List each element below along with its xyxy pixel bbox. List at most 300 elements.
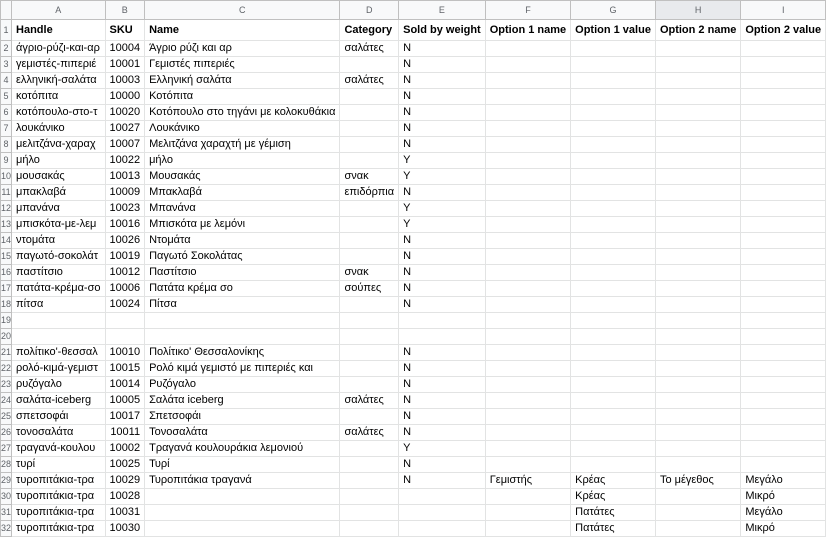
cell-i-31[interactable]: Μεγάλο [741,505,826,521]
cell-d-20[interactable] [340,329,399,345]
cell-g-14[interactable] [571,233,656,249]
cell-a-23[interactable]: ρυζόγαλο [12,377,105,393]
cell-c-12[interactable]: Μπανάνα [145,201,340,217]
row-number[interactable]: 8 [1,137,12,153]
cell-c-4[interactable]: Ελληνική σαλάτα [145,73,340,89]
cell-h-9[interactable] [655,153,740,169]
cell-i-10[interactable] [741,169,826,185]
cell-i-13[interactable] [741,217,826,233]
cell-c-15[interactable]: Παγωτό Σοκολάτας [145,249,340,265]
cell-g-5[interactable] [571,89,656,105]
row-number[interactable]: 12 [1,201,12,217]
cell-h-6[interactable] [655,105,740,121]
cell-a-25[interactable]: σπετσοφάι [12,409,105,425]
row-number[interactable]: 15 [1,249,12,265]
cell-h-22[interactable] [655,361,740,377]
cell-i-32[interactable]: Μικρό [741,521,826,537]
cell-f-10[interactable] [485,169,570,185]
cell-b-14[interactable]: 10026 [105,233,145,249]
cell-i-22[interactable] [741,361,826,377]
cell-f-25[interactable] [485,409,570,425]
cell-g-27[interactable] [571,441,656,457]
cell-d-27[interactable] [340,441,399,457]
cell-g-1[interactable]: Option 1 value [571,20,656,41]
cell-e-10[interactable]: Y [399,169,486,185]
cell-g-28[interactable] [571,457,656,473]
cell-f-24[interactable] [485,393,570,409]
cell-b-25[interactable]: 10017 [105,409,145,425]
cell-c-19[interactable] [145,313,340,329]
cell-b-12[interactable]: 10023 [105,201,145,217]
cell-d-21[interactable] [340,345,399,361]
cell-i-11[interactable] [741,185,826,201]
cell-i-15[interactable] [741,249,826,265]
cell-h-29[interactable]: Το μέγεθος [655,473,740,489]
row-number[interactable]: 28 [1,457,12,473]
cell-d-17[interactable]: σούπες [340,281,399,297]
cell-c-10[interactable]: Μουσακάς [145,169,340,185]
cell-e-19[interactable] [399,313,486,329]
cell-i-19[interactable] [741,313,826,329]
cell-e-29[interactable]: N [399,473,486,489]
cell-g-30[interactable]: Κρέας [571,489,656,505]
cell-h-30[interactable] [655,489,740,505]
cell-b-32[interactable]: 10030 [105,521,145,537]
cell-e-5[interactable]: N [399,89,486,105]
cell-f-9[interactable] [485,153,570,169]
cell-h-18[interactable] [655,297,740,313]
cell-e-28[interactable]: N [399,457,486,473]
column-header-c[interactable]: C [145,1,340,20]
row-number[interactable]: 23 [1,377,12,393]
cell-e-32[interactable] [399,521,486,537]
cell-g-7[interactable] [571,121,656,137]
cell-c-1[interactable]: Name [145,20,340,41]
cell-d-24[interactable]: σαλάτες [340,393,399,409]
cell-d-26[interactable]: σαλάτες [340,425,399,441]
cell-a-3[interactable]: γεμιστές-πιπεριέ [12,57,105,73]
row-number[interactable]: 30 [1,489,12,505]
cell-i-20[interactable] [741,329,826,345]
cell-d-29[interactable] [340,473,399,489]
cell-f-6[interactable] [485,105,570,121]
cell-g-24[interactable] [571,393,656,409]
cell-c-2[interactable]: Άγριο ρύζι και αρ [145,41,340,57]
cell-e-16[interactable]: N [399,265,486,281]
row-number[interactable]: 3 [1,57,12,73]
column-header-b[interactable]: B [105,1,145,20]
cell-b-19[interactable] [105,313,145,329]
cell-h-19[interactable] [655,313,740,329]
cell-d-14[interactable] [340,233,399,249]
cell-a-20[interactable] [12,329,105,345]
cell-f-30[interactable] [485,489,570,505]
cell-h-16[interactable] [655,265,740,281]
cell-e-14[interactable]: N [399,233,486,249]
cell-a-19[interactable] [12,313,105,329]
column-header-f[interactable]: F [485,1,570,20]
cell-g-11[interactable] [571,185,656,201]
cell-a-11[interactable]: μπακλαβά [12,185,105,201]
cell-f-7[interactable] [485,121,570,137]
cell-d-18[interactable] [340,297,399,313]
cell-d-22[interactable] [340,361,399,377]
cell-f-26[interactable] [485,425,570,441]
cell-h-23[interactable] [655,377,740,393]
cell-a-12[interactable]: μπανάνα [12,201,105,217]
column-header-a[interactable]: A [12,1,105,20]
cell-b-5[interactable]: 10000 [105,89,145,105]
cell-h-7[interactable] [655,121,740,137]
column-header-e[interactable]: E [399,1,486,20]
cell-g-6[interactable] [571,105,656,121]
cell-b-1[interactable]: SKU [105,20,145,41]
cell-e-15[interactable]: N [399,249,486,265]
cell-i-9[interactable] [741,153,826,169]
row-number[interactable]: 16 [1,265,12,281]
cell-e-12[interactable]: Y [399,201,486,217]
row-number[interactable]: 10 [1,169,12,185]
cell-g-25[interactable] [571,409,656,425]
cell-d-8[interactable] [340,137,399,153]
row-number[interactable]: 18 [1,297,12,313]
row-number[interactable]: 5 [1,89,12,105]
cell-f-16[interactable] [485,265,570,281]
column-header-i[interactable]: I [741,1,826,20]
cell-d-4[interactable]: σαλάτες [340,73,399,89]
row-number[interactable]: 25 [1,409,12,425]
cell-d-23[interactable] [340,377,399,393]
cell-a-14[interactable]: ντομάτα [12,233,105,249]
cell-h-27[interactable] [655,441,740,457]
cell-d-9[interactable] [340,153,399,169]
cell-d-16[interactable]: σνακ [340,265,399,281]
cell-h-26[interactable] [655,425,740,441]
cell-i-29[interactable]: Μεγάλο [741,473,826,489]
cell-f-28[interactable] [485,457,570,473]
cell-b-8[interactable]: 10007 [105,137,145,153]
cell-c-25[interactable]: Σπετσοφάι [145,409,340,425]
cell-i-27[interactable] [741,441,826,457]
cell-f-21[interactable] [485,345,570,361]
row-number[interactable]: 2 [1,41,12,57]
cell-e-20[interactable] [399,329,486,345]
row-number[interactable]: 22 [1,361,12,377]
row-number[interactable]: 6 [1,105,12,121]
cell-e-17[interactable]: N [399,281,486,297]
cell-e-6[interactable]: N [399,105,486,121]
cell-b-20[interactable] [105,329,145,345]
cell-h-5[interactable] [655,89,740,105]
cell-f-1[interactable]: Option 1 name [485,20,570,41]
cell-i-16[interactable] [741,265,826,281]
cell-i-18[interactable] [741,297,826,313]
cell-a-2[interactable]: άγριο-ρύζι-και-αρ [12,41,105,57]
row-number[interactable]: 32 [1,521,12,537]
cell-g-15[interactable] [571,249,656,265]
cell-g-32[interactable]: Πατάτες [571,521,656,537]
cell-b-23[interactable]: 10014 [105,377,145,393]
cell-i-25[interactable] [741,409,826,425]
cell-i-4[interactable] [741,73,826,89]
cell-g-2[interactable] [571,41,656,57]
cell-h-11[interactable] [655,185,740,201]
cell-b-30[interactable]: 10028 [105,489,145,505]
cell-h-24[interactable] [655,393,740,409]
cell-g-23[interactable] [571,377,656,393]
cell-e-31[interactable] [399,505,486,521]
cell-b-13[interactable]: 10016 [105,217,145,233]
cell-e-25[interactable]: N [399,409,486,425]
cell-d-3[interactable] [340,57,399,73]
cell-i-24[interactable] [741,393,826,409]
cell-h-1[interactable]: Option 2 name [655,20,740,41]
cell-e-26[interactable]: N [399,425,486,441]
row-number[interactable]: 24 [1,393,12,409]
cell-d-5[interactable] [340,89,399,105]
cell-c-24[interactable]: Σαλάτα iceberg [145,393,340,409]
cell-c-27[interactable]: Τραγανά κουλουράκια λεμονιού [145,441,340,457]
cell-f-2[interactable] [485,41,570,57]
cell-d-10[interactable]: σνακ [340,169,399,185]
cell-a-32[interactable]: τυροπιτάκια-τρα [12,521,105,537]
cell-b-6[interactable]: 10020 [105,105,145,121]
cell-b-2[interactable]: 10004 [105,41,145,57]
cell-h-21[interactable] [655,345,740,361]
cell-a-26[interactable]: τονοσαλάτα [12,425,105,441]
cell-a-1[interactable]: Handle [12,20,105,41]
cell-b-24[interactable]: 10005 [105,393,145,409]
cell-b-26[interactable]: 10011 [105,425,145,441]
cell-e-27[interactable]: Y [399,441,486,457]
cell-b-27[interactable]: 10002 [105,441,145,457]
cell-d-11[interactable]: επιδόρπια [340,185,399,201]
cell-g-13[interactable] [571,217,656,233]
cell-c-5[interactable]: Κοτόπιτα [145,89,340,105]
row-number[interactable]: 29 [1,473,12,489]
cell-f-12[interactable] [485,201,570,217]
row-number[interactable]: 26 [1,425,12,441]
cell-a-15[interactable]: παγωτό-σοκολάτ [12,249,105,265]
row-number[interactable]: 14 [1,233,12,249]
cell-d-25[interactable] [340,409,399,425]
cell-b-18[interactable]: 10024 [105,297,145,313]
cell-a-5[interactable]: κοτόπιτα [12,89,105,105]
cell-f-13[interactable] [485,217,570,233]
cell-e-11[interactable]: N [399,185,486,201]
cell-g-16[interactable] [571,265,656,281]
cell-h-13[interactable] [655,217,740,233]
cell-g-18[interactable] [571,297,656,313]
cell-i-30[interactable]: Μικρό [741,489,826,505]
cell-e-24[interactable]: N [399,393,486,409]
cell-b-15[interactable]: 10019 [105,249,145,265]
cell-b-29[interactable]: 10029 [105,473,145,489]
cell-d-28[interactable] [340,457,399,473]
cell-g-31[interactable]: Πατάτες [571,505,656,521]
cell-c-22[interactable]: Ρολό κιμά γεμιστό με πιπεριές και [145,361,340,377]
cell-f-22[interactable] [485,361,570,377]
cell-g-9[interactable] [571,153,656,169]
cell-b-7[interactable]: 10027 [105,121,145,137]
cell-e-21[interactable]: N [399,345,486,361]
cell-d-31[interactable] [340,505,399,521]
cell-c-11[interactable]: Μπακλαβά [145,185,340,201]
cell-c-3[interactable]: Γεμιστές πιπεριές [145,57,340,73]
cell-f-15[interactable] [485,249,570,265]
cell-h-10[interactable] [655,169,740,185]
cell-e-13[interactable]: Y [399,217,486,233]
column-header-h[interactable]: H [655,1,740,20]
cell-f-20[interactable] [485,329,570,345]
cell-e-7[interactable]: N [399,121,486,137]
cell-c-23[interactable]: Ρυζόγαλο [145,377,340,393]
cell-h-8[interactable] [655,137,740,153]
row-number[interactable]: 1 [1,20,12,41]
cell-f-3[interactable] [485,57,570,73]
cell-i-6[interactable] [741,105,826,121]
row-number[interactable]: 4 [1,73,12,89]
cell-h-15[interactable] [655,249,740,265]
cell-i-21[interactable] [741,345,826,361]
cell-c-13[interactable]: Μπισκότα με λεμόνι [145,217,340,233]
cell-i-28[interactable] [741,457,826,473]
cell-e-23[interactable]: N [399,377,486,393]
row-number[interactable]: 9 [1,153,12,169]
cell-a-4[interactable]: ελληνική-σαλάτα [12,73,105,89]
column-header-g[interactable]: G [571,1,656,20]
cell-f-14[interactable] [485,233,570,249]
cell-d-30[interactable] [340,489,399,505]
row-number[interactable]: 20 [1,329,12,345]
cell-b-10[interactable]: 10013 [105,169,145,185]
cell-b-21[interactable]: 10010 [105,345,145,361]
cell-i-8[interactable] [741,137,826,153]
cell-c-29[interactable]: Τυροπιτάκια τραγανά [145,473,340,489]
cell-c-32[interactable] [145,521,340,537]
cell-h-12[interactable] [655,201,740,217]
cell-e-22[interactable]: N [399,361,486,377]
cell-c-21[interactable]: Πολίτικο' Θεσσαλονίκης [145,345,340,361]
cell-c-17[interactable]: Πατάτα κρέμα σο [145,281,340,297]
cell-b-28[interactable]: 10025 [105,457,145,473]
cell-h-4[interactable] [655,73,740,89]
cell-a-28[interactable]: τυρί [12,457,105,473]
cell-f-11[interactable] [485,185,570,201]
cell-i-12[interactable] [741,201,826,217]
cell-h-28[interactable] [655,457,740,473]
cell-h-17[interactable] [655,281,740,297]
cell-b-22[interactable]: 10015 [105,361,145,377]
cell-a-9[interactable]: μήλο [12,153,105,169]
cell-f-19[interactable] [485,313,570,329]
cell-c-30[interactable] [145,489,340,505]
cell-c-18[interactable]: Πίτσα [145,297,340,313]
cell-d-7[interactable] [340,121,399,137]
cell-i-1[interactable]: Option 2 value [741,20,826,41]
cell-b-9[interactable]: 10022 [105,153,145,169]
cell-h-20[interactable] [655,329,740,345]
cell-f-32[interactable] [485,521,570,537]
cell-i-2[interactable] [741,41,826,57]
cell-b-3[interactable]: 10001 [105,57,145,73]
row-number[interactable]: 31 [1,505,12,521]
cell-e-2[interactable]: N [399,41,486,57]
cell-a-7[interactable]: λουκάνικο [12,121,105,137]
cell-a-27[interactable]: τραγανά-κουλου [12,441,105,457]
row-number[interactable]: 7 [1,121,12,137]
cell-f-4[interactable] [485,73,570,89]
cell-a-22[interactable]: ρολό-κιμά-γεμιστ [12,361,105,377]
row-number[interactable]: 11 [1,185,12,201]
cell-g-21[interactable] [571,345,656,361]
cell-e-3[interactable]: N [399,57,486,73]
select-all-corner[interactable] [1,1,12,20]
cell-c-26[interactable]: Τονοσαλάτα [145,425,340,441]
cell-h-25[interactable] [655,409,740,425]
cell-a-21[interactable]: πολίτικο'-θεσσαλ [12,345,105,361]
row-number[interactable]: 19 [1,313,12,329]
cell-f-5[interactable] [485,89,570,105]
cell-g-17[interactable] [571,281,656,297]
cell-e-4[interactable]: N [399,73,486,89]
cell-d-32[interactable] [340,521,399,537]
cell-c-31[interactable] [145,505,340,521]
cell-a-17[interactable]: πατάτα-κρέμα-σο [12,281,105,297]
cell-f-17[interactable] [485,281,570,297]
cell-i-3[interactable] [741,57,826,73]
cell-c-14[interactable]: Ντομάτα [145,233,340,249]
cell-h-2[interactable] [655,41,740,57]
cell-a-30[interactable]: τυροπιτάκια-τρα [12,489,105,505]
row-number[interactable]: 21 [1,345,12,361]
cell-c-20[interactable] [145,329,340,345]
cell-b-17[interactable]: 10006 [105,281,145,297]
cell-g-12[interactable] [571,201,656,217]
cell-g-22[interactable] [571,361,656,377]
cell-d-15[interactable] [340,249,399,265]
cell-c-9[interactable]: μήλο [145,153,340,169]
cell-g-8[interactable] [571,137,656,153]
cell-e-1[interactable]: Sold by weight [399,20,486,41]
cell-i-26[interactable] [741,425,826,441]
cell-d-19[interactable] [340,313,399,329]
row-number[interactable]: 13 [1,217,12,233]
cell-a-8[interactable]: μελιτζάνα-χαραχ [12,137,105,153]
cell-e-8[interactable]: N [399,137,486,153]
cell-b-31[interactable]: 10031 [105,505,145,521]
cell-a-31[interactable]: τυροπιτάκια-τρα [12,505,105,521]
cell-g-20[interactable] [571,329,656,345]
cell-g-4[interactable] [571,73,656,89]
cell-a-10[interactable]: μουσακάς [12,169,105,185]
cell-e-30[interactable] [399,489,486,505]
cell-f-31[interactable] [485,505,570,521]
cell-f-27[interactable] [485,441,570,457]
cell-c-6[interactable]: Κοτόπουλο στο τηγάνι με κολοκυθάκια [145,105,340,121]
cell-c-8[interactable]: Μελιτζάνα χαραχτή με γέμιση [145,137,340,153]
cell-d-12[interactable] [340,201,399,217]
cell-a-6[interactable]: κοτόπουλο-στο-τ [12,105,105,121]
cell-d-13[interactable] [340,217,399,233]
cell-b-4[interactable]: 10003 [105,73,145,89]
cell-i-7[interactable] [741,121,826,137]
cell-e-18[interactable]: N [399,297,486,313]
cell-a-29[interactable]: τυροπιτάκια-τρα [12,473,105,489]
cell-h-32[interactable] [655,521,740,537]
cell-c-28[interactable]: Τυρί [145,457,340,473]
cell-d-2[interactable]: σαλάτες [340,41,399,57]
